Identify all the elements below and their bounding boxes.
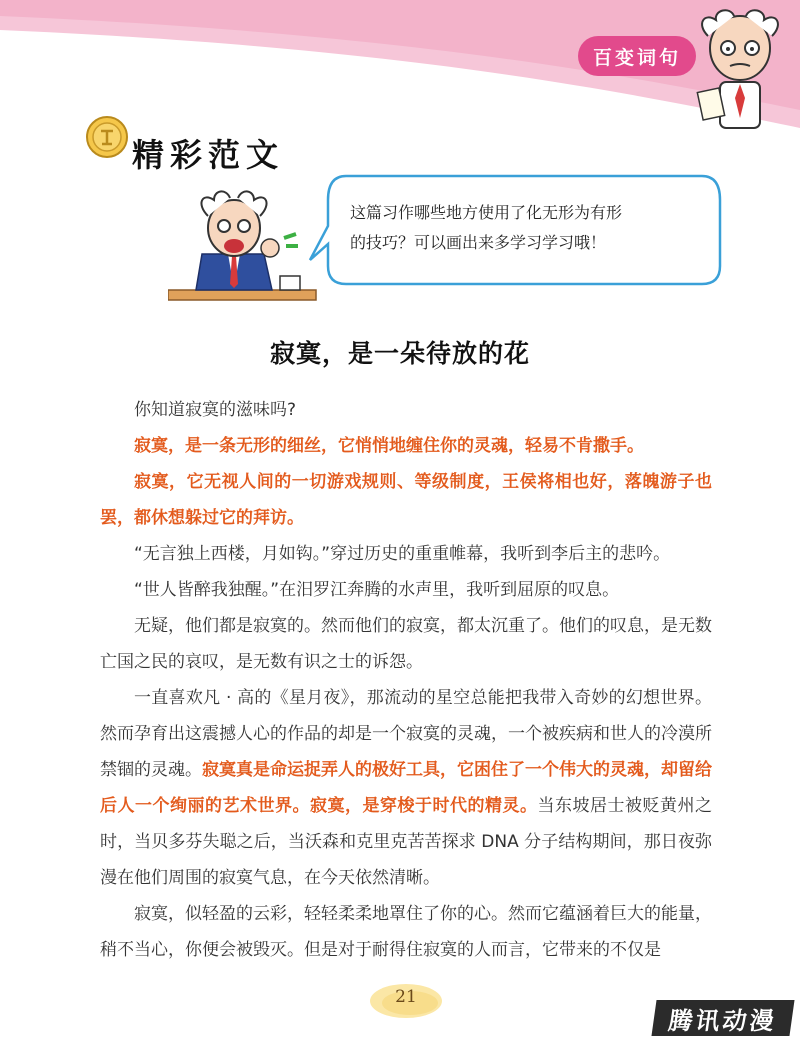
essay-text: 当东坡居士被贬黄州之时，当贝多芬失聪之后，当沃森和克里克苦苦探求 DNA 分子结构期间，那日夜弥漫在他们周围的寂寞气息，在今天依然清晰。 [100,796,712,888]
essay-text: 一直喜欢凡 · 高的《星月夜》，那流动的星空总能把我带入奇妙的幻想世界。然而孕育出这震撼人心的作品的却是一个寂寞的灵魂，一个被疾病和世人的冷漠所禁锢的灵魂。 [100,688,712,780]
essay-paragraph: “无言独上西楼，月如钩。”穿过历史的重重帷幕，我听到李后主的悲吟。 [134,544,671,564]
professor-mascot-illustration [690,6,790,134]
essay-paragraph-highlight: 寂寞，是一条无形的细丝，它悄悄地缠住你的灵魂，轻易不肯撒手。 [134,436,644,456]
essay-paragraph: “世人皆醉我独醒。”在汨罗江奔腾的水声里，我听到屈原的叹息。 [134,580,620,600]
essay-paragraph: 你知道寂寞的滋味吗? [134,400,297,420]
essay-body [100,392,712,968]
essay-paragraph: 无疑，他们都是寂寞的。然而他们的寂寞，都太沉重了。他们的叹息，是无数亡国之民的哀叹，是无数有识之士的诉怨。 [100,616,712,672]
essay-title: 寂寞，是一朵待放的花 [269,339,530,368]
bubble-line-2: 的技巧？可以画出来多学习学习哦！ [350,233,607,252]
essay-text-highlight: 寂寞真是命运捉弄人的极好工具，它困住了一个伟大的灵魂，却留给后人一个绚丽的艺术世界。寂寞，是穿梭于时代的精灵。 [100,760,712,816]
section-title: 精彩范文 [132,136,285,174]
essay-paragraph-highlight: 寂寞，它无视人间的一切游戏规则、等级制度，王侯将相也好，落魄游子也罢，都休想躲过它的拜访。 [100,472,712,528]
bubble-text [350,198,700,258]
page-number: 21 [395,987,417,1007]
chapter-tag: 百变词句 [578,36,696,76]
bubble-line-1: 这篇习作哪些地方使用了化无形为有形 [350,203,623,222]
essay-paragraph: 寂寞，似轻盈的云彩，轻轻柔柔地罩住了你的心。然而它蕴涵着巨大的能量，稍不当心，你便会被毁灭。但是对于耐得住寂寞的人而言，它带来的不仅是 [100,904,712,960]
gold-coin-icon [84,114,130,160]
teacher-mascot-illustration [168,190,318,308]
watermark-logo: 腾讯动漫 [651,1000,794,1036]
essay-paragraph-mixed [100,680,712,896]
